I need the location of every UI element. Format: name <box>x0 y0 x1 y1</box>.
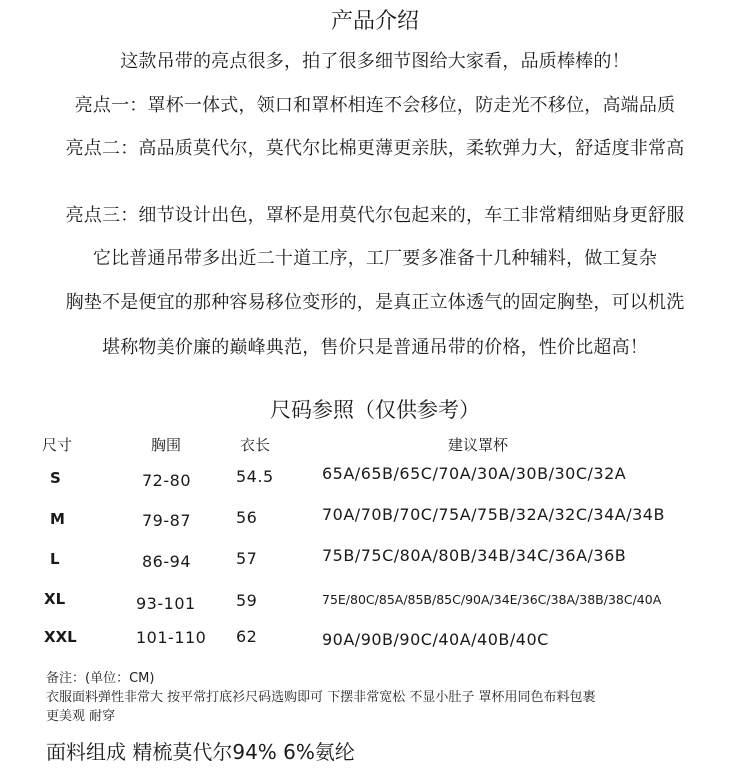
intro-line-6: 胸垫不是便宜的那种容易移位变形的，是真正立体透气的固定胸垫，可以机洗 <box>65 292 685 313</box>
note-unit: 备注：(单位：CM) <box>46 671 155 686</box>
row-size: S <box>50 469 61 487</box>
row-bust: 101-110 <box>136 628 207 647</box>
intro-line-7: 堪称物美价廉的巅峰典范，售价只是普通吊带的价格，性价比超高！ <box>102 337 648 358</box>
header-bust: 胸围 <box>151 436 182 454</box>
intro-line-1: 这款吊带的亮点很多，拍了很多细节图给大家看，品质棒棒的！ <box>120 51 630 72</box>
row-cups: 75B/75C/80A/80B/34B/34C/36A/36B <box>322 546 627 565</box>
row-length: 56 <box>236 508 258 527</box>
note-line-1: 衣服面料弹性非常大 按平常打底衫尺码选购即可 下摆非常宽松 不显小肚子 罩杯用同色布料包裹 <box>46 690 596 705</box>
row-bust: 86-94 <box>142 552 191 571</box>
header-size: 尺寸 <box>42 436 73 454</box>
intro-line-5: 它比普通吊带多出近二十道工序，工厂要多准备十几种辅料，做工复杂 <box>92 248 658 269</box>
intro-line-4: 亮点三：细节设计出色，罩杯是用莫代尔包起来的，车工非常精细贴身更舒服 <box>65 205 685 226</box>
size-chart-title: 尺码参照（仅供参考） <box>270 398 480 422</box>
note-line-2: 更美观 耐穿 <box>46 709 116 724</box>
row-bust: 93-101 <box>136 594 196 613</box>
product-intro-title: 产品介绍 <box>330 9 419 34</box>
row-bust: 72-80 <box>142 471 191 490</box>
header-cup: 建议罩杯 <box>448 436 509 454</box>
row-size: XL <box>44 590 66 608</box>
fabric-composition: 面料组成 精梳莫代尔94% 6%氨纶 <box>46 740 355 764</box>
row-bust: 79-87 <box>142 511 191 530</box>
row-cups: 70A/70B/70C/75A/75B/32A/32C/34A/34B <box>322 505 665 524</box>
row-length: 59 <box>236 591 258 610</box>
header-length: 衣长 <box>240 436 271 454</box>
intro-line-2: 亮点一：罩杯一体式，领口和罩杯相连不会移位，防走光不移位，高端品质 <box>74 95 676 116</box>
row-cups: 65A/65B/65C/70A/30A/30B/30C/32A <box>322 464 627 483</box>
row-size: XXL <box>44 628 77 646</box>
row-length: 54.5 <box>236 467 274 486</box>
row-size: M <box>50 510 65 528</box>
row-size: L <box>50 550 60 568</box>
row-length: 57 <box>236 549 258 568</box>
row-length: 62 <box>236 627 258 646</box>
row-cups: 75E/80C/85A/85B/85C/90A/34E/36C/38A/38B/38C/40A <box>322 592 662 607</box>
intro-line-3: 亮点二：高品质莫代尔，莫代尔比棉更薄更亲肤，柔软弹力大，舒适度非常高 <box>65 138 685 159</box>
row-cups: 90A/90B/90C/40A/40B/40C <box>322 630 549 649</box>
